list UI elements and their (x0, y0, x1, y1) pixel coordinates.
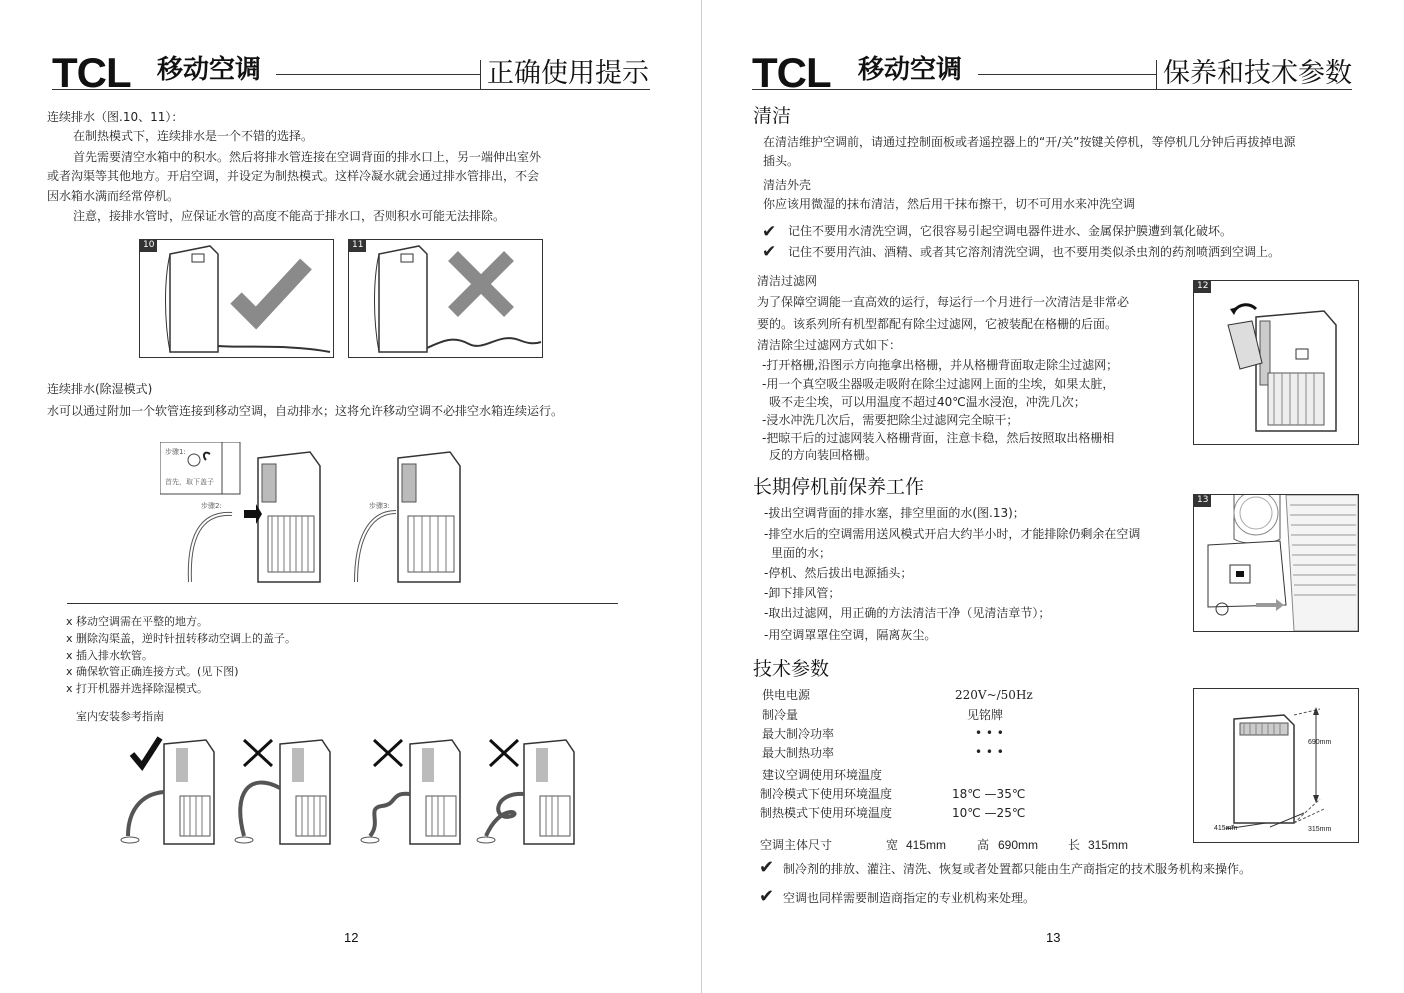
checklist-item: x 插入排水软管。 (66, 649, 154, 662)
spec-key: 制冷量 (762, 708, 799, 722)
ac-drain-correct-illustration (140, 240, 333, 357)
env-title: 建议空调使用环境温度 (762, 768, 883, 782)
header-separator (1156, 60, 1157, 90)
warning-item: 记住不要用水清洗空调，它很容易引起空调电器件进水、金属保护膜遭到氧化破坏。 (788, 224, 1233, 238)
note-item: 空调也同样需要制造商指定的专业机构来处理。 (783, 891, 1036, 905)
checklist-item: x 确保软管正确连接方式。(见下图) (66, 665, 239, 678)
filter-line: -用一个真空吸尘器吸走吸附在除尘过滤网上面的尘埃，如果太脏， (762, 377, 1115, 391)
clean-intro: 在清洁维护空调前，请通过控制面板或者遥控器上的“开/关”按键关停机，等停机几分钟后再拔掉电源 (763, 135, 1296, 149)
checklist-rule (67, 603, 618, 604)
checklist-item: x 删除沟渠盖，逆时针扭转移动空调上的盖子。 (66, 632, 297, 645)
dehum-text: 水可以通过附加一个软管连接到移动空调，自动排水；这将允许移动空调不必排空水箱连续运行。 (47, 404, 564, 418)
page-number: 12 (344, 930, 359, 945)
intro-line: 首先需要清空水箱中的积水。然后将排水管连接在空调背面的排水口上，另一端伸出室外 (73, 150, 542, 164)
drain-plug-illustration (1194, 495, 1358, 631)
filter-line: 清洁除尘过滤网方式如下： (757, 338, 902, 352)
filter-line: 要的。该系列所有机型都配有除尘过滤网，它被装配在格栅的后面。 (757, 317, 1118, 331)
figure-number: 13 (1194, 495, 1211, 507)
header-rule (276, 74, 480, 75)
hose-connection-illustration (160, 442, 480, 592)
depth-dimension: 315mm (1308, 826, 1332, 833)
install-guide-illustration (120, 732, 590, 852)
figure-10 (139, 239, 334, 358)
height-dimension: 690mm (1308, 739, 1332, 746)
checkmark-icon: ✔ (759, 886, 775, 907)
clean-intro: 插头。 (763, 154, 800, 168)
warning-item: 记住不要用汽油、酒精、或者其它溶剂清洗空调，也不要用类似杀虫剂的药剂喷洒到空调上。 (788, 245, 1281, 259)
intro-line: 或者沟渠等其他地方。开启空调，并设定为制热模式。这样冷凝水就会通过排水管排出，不会 (47, 169, 540, 183)
figure-11 (348, 239, 543, 358)
product-name: 移动空调 (157, 55, 262, 85)
intro-line: 连续排水（图.10、11）： (47, 110, 184, 124)
filter-line: -浸水冲洗几次后，需要把除尘过滤网完全晾干； (762, 413, 1019, 427)
step-1-label: 步骤1: (165, 448, 186, 456)
filter-removal-illustration (1194, 281, 1358, 444)
figure-number: 10 (140, 240, 157, 252)
width-dimension: 415mm (1214, 825, 1238, 832)
clean-exterior-text: 你应该用微湿的抹布清洁，然后用干抹布擦干，切不可用水来冲洗空调 (763, 197, 1136, 211)
install-guide-title: 室内安装参考指南 (76, 710, 164, 723)
header-separator (480, 60, 481, 90)
checklist-item: x 移动空调需在平整的地方。 (66, 615, 209, 628)
spec-key: 最大制热功率 (762, 746, 835, 760)
filter-line: -把晾干后的过滤网装入格栅背面，注意卡稳，然后按照取出格栅相 (762, 431, 1115, 445)
dim-key: 长 (1068, 838, 1081, 852)
longterm-line: -用空调罩罩住空调，隔离灰尘。 (764, 628, 937, 642)
intro-line: 注意，接排水管时，应保证水管的高度不能高于排水口，否则积水可能无法排除。 (73, 209, 506, 223)
filter-line: 为了保障空调能一直高效的运行，每运行一个月进行一次清洁是非常必 (757, 295, 1130, 309)
longterm-line: -取出过滤网，用正确的方法清洁干净（见清洁章节）； (764, 606, 1051, 620)
env-key: 制冷模式下使用环境温度 (760, 787, 893, 801)
spec-value: • • • (975, 745, 1004, 759)
longterm-line: -卸下排风管； (764, 586, 841, 600)
dim-value: 315mm (1088, 838, 1129, 852)
spec-key: 供电电源 (762, 688, 811, 702)
dims-label: 空调主体尺寸 (760, 838, 833, 852)
longterm-line: -停机、然后拔出电源插头； (764, 566, 913, 580)
ac-drain-wrong-illustration (349, 240, 542, 357)
dim-key: 宽 (886, 838, 899, 852)
intro-line: 因水箱水满而经常停机。 (47, 189, 180, 203)
step-first-label: 首先，取下盖子 (165, 478, 214, 486)
step-3-label: 步骤3: (369, 502, 390, 510)
clean-exterior-title: 清洁外壳 (763, 178, 812, 192)
filter-line: 反的方向装回格栅。 (769, 448, 878, 462)
longterm-line: -拔出空调背面的排水塞，排空里面的水(图.13)； (764, 506, 1025, 520)
longterm-line: -排空水后的空调需用送风模式开启大约半小时，才能排除仍剩余在空调 (764, 527, 1141, 541)
filter-title: 清洁过滤网 (757, 274, 818, 288)
ac-dimensions-illustration (1194, 689, 1358, 842)
spec-key: 最大制冷功率 (762, 727, 835, 741)
longterm-line: 里面的水； (771, 546, 832, 560)
figure-13 (1193, 494, 1359, 632)
note-item: 制冷剂的排放、灌注、清洗、恢复或者处置都只能由生产商指定的技术服务机构来操作。 (783, 862, 1252, 876)
page-divider (701, 0, 702, 993)
figure-number: 12 (1194, 281, 1211, 293)
header-underline (52, 89, 650, 90)
env-value: 10℃ —25℃ (952, 806, 1026, 820)
dim-value: 415mm (906, 838, 947, 852)
dim-value: 690mm (998, 838, 1039, 852)
filter-line: -打开格栅,沿图示方向拖拿出格栅，并从格栅背面取走除尘过滤网； (762, 358, 1119, 372)
header-rule (978, 74, 1156, 75)
figure-number: 11 (349, 240, 366, 252)
spec-value: • • • (975, 726, 1004, 740)
intro-line: 在制热模式下，连续排水是一个不错的选择。 (73, 129, 314, 143)
product-name: 移动空调 (858, 55, 963, 85)
clean-title: 清洁 (753, 105, 792, 127)
checkmark-icon: ✔ (762, 242, 777, 262)
checklist-item: x 打开机器并选择除湿模式。 (66, 682, 209, 695)
step-2-label: 步骤2: (201, 502, 222, 510)
dim-key: 高 (977, 838, 990, 852)
env-value: 18℃ —35℃ (952, 787, 1026, 801)
dimensions-figure (1193, 688, 1359, 843)
brand-logo: TCL (752, 49, 831, 96)
brand-logo: TCL (52, 49, 131, 96)
checkmark-icon: ✔ (762, 222, 777, 242)
env-key: 制热模式下使用环境温度 (760, 806, 893, 820)
section-title: 保养和技术参数 (1163, 58, 1352, 89)
dehum-title: 连续排水(除湿模式) (47, 382, 153, 396)
figure-12 (1193, 280, 1359, 445)
tech-title: 技术参数 (753, 658, 830, 680)
longterm-title: 长期停机前保养工作 (753, 476, 925, 498)
page-number: 13 (1046, 930, 1061, 945)
checkmark-icon: ✔ (759, 857, 775, 878)
section-title: 正确使用提示 (487, 58, 649, 89)
spec-value: 见铭牌 (967, 708, 1004, 722)
filter-line: 吸不走尘埃，可以用温度不超过40℃温水浸泡，冲洗几次； (769, 395, 1086, 409)
header-underline (752, 89, 1352, 90)
spec-value: 220V~/50Hz (955, 688, 1033, 702)
